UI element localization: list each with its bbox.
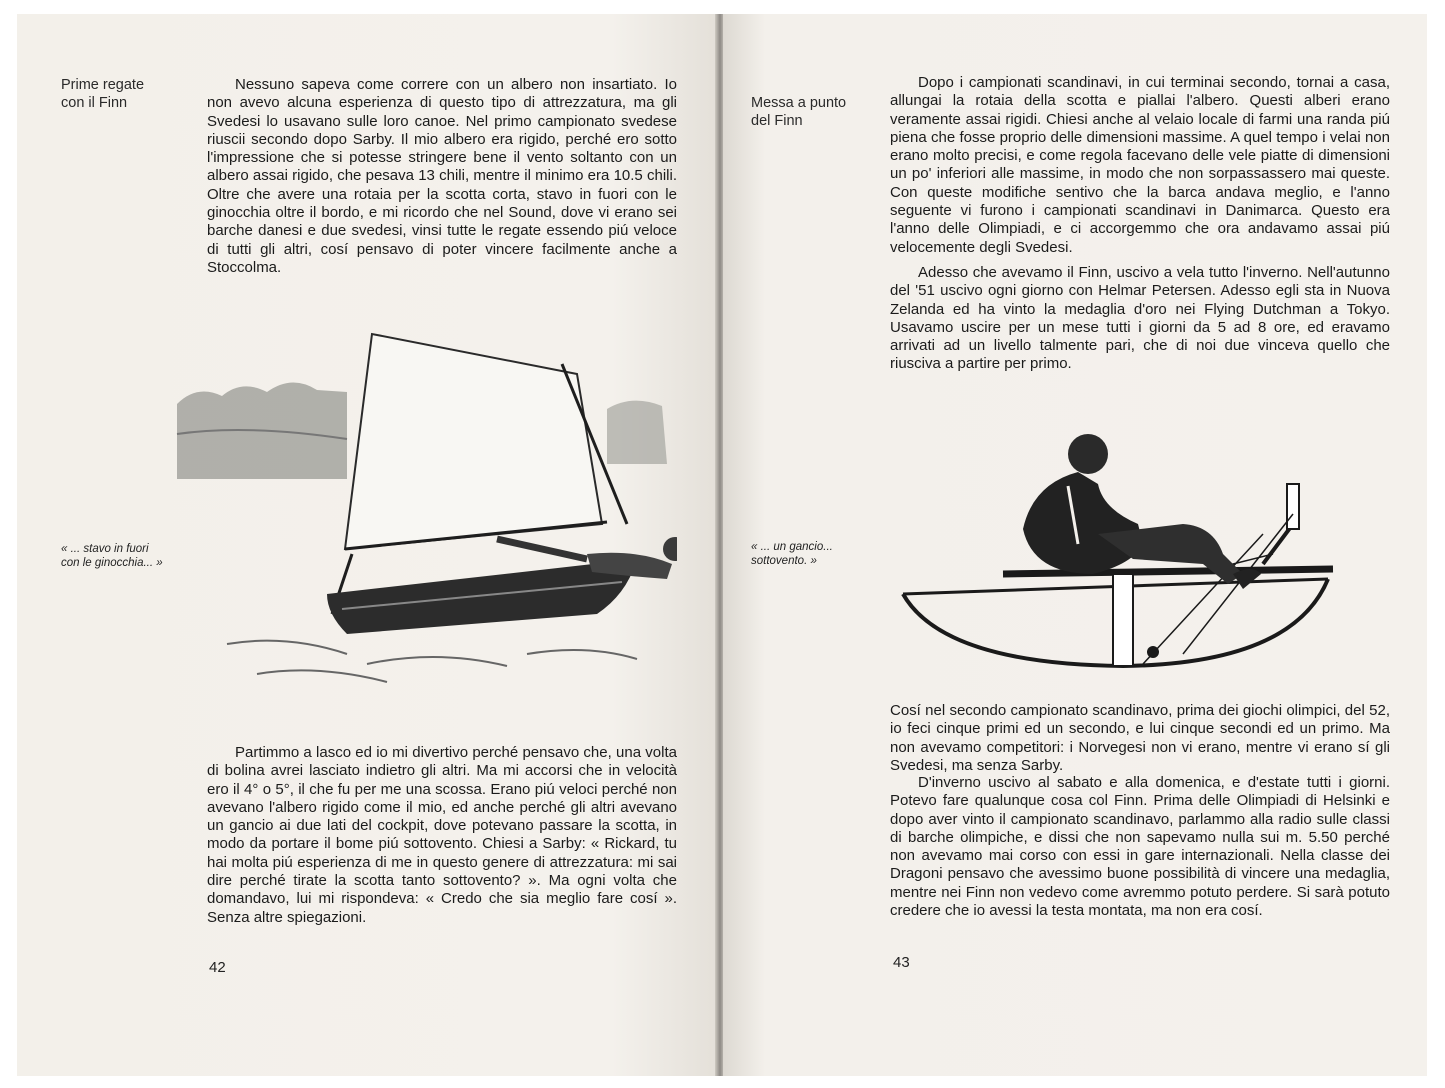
margin-note-line: Messa a punto (751, 95, 847, 111)
figure-caption-left (61, 542, 163, 570)
paragraph-text: Dopo i campionati scandinavi, in cui terminai secondo, tornai a casa, allungai la rotaia della scotta e piallai l'albero. Questi alberi erano veramente assai rigidi. Chiesi anche al velaio locale di farmi una randa piú piena che fosse proprio delle dimensioni massime. A quel tempo i velai non erano molto precisi, e come regola facevano delle vele piatte di dimensioni un po' inferiori alle massime, in modo che non sorpassassero mai queste. Con queste modifiche sentivo che la barca andava meglio, e l'anno seguente vi furono i campionati scandinavi in Danimarca. Questo era l'anno delle Olimpiadi, e ci accorgemmo che ora andavamo assai piú velocemente degli Svedesi. (890, 74, 1390, 256)
sailing-dinghy-illustration (167, 314, 677, 694)
margin-note-line: con il Finn (61, 95, 128, 111)
paragraph (207, 744, 677, 927)
paragraph-text: Partimmo a lasco ed io mi divertivo perché pensavo che, una volta di bolina avrei lasciato indietro gli altri. Ma mi accorsi che in velocità ero il 4° o 5°, il che fu per me una scossa. Erano piú veloci perché non avevano l'albero rigido come il mio, ed anche perché gli altri avevano un gancio ai due lati del cockpit, dove potevano passare la scotta, in modo da portare il bome piú sottovento. Chiesi a Sarby: « Rickard, tu hai molta piú esperienza di me in questo genere di attrezzatura: mi sai dire perché tirate la scotta tanto sottovento? ». Ma ogni volta che domandavo, lui mi rispondeva: « Credo che sia meglio fare cosí ». Senza altre spiegazioni. (207, 744, 677, 926)
open-book (17, 14, 1427, 1076)
paragraph-text: Nessuno sapeva come correre con un albero non insartiato. Io non avevo alcuna esperienza di questo tipo di attrezzatura, ma gli Svedesi lo usavano sulle loro canoe. Nel primo campionato svedese riuscii secondo dopo Sarby. Il mio albero era rigido, perché ero sotto l'impressione che si potesse stringere bene il vento soltanto con un albero assai rigido, che pesava 13 chili, mentre il minimo era 10.5 chili. Oltre che avere una rotaia per la scotta corta, stavo in fuori con le ginocchia oltre il bordo, e mi ricordo che nel Sound, dove vi erano sei barche danesi e due svedesi, vinsi tutte le regate essendo piú veloce di tutti gli altri, cosí pensavo di poter vincere facilmente anche a Stoccolma. (207, 76, 677, 276)
caption-line: con le ginocchia... » (61, 557, 163, 569)
paragraph (890, 264, 1390, 374)
right-page (723, 14, 1427, 1076)
margin-note-left (61, 76, 144, 112)
paragraph-text: Cosí nel secondo campionato scandinavo, prima dei giochi olimpici, del 52, io feci cinque primi ed un secondo, e lui cinque secondi ed un primo. Ma non avevamo competitori: i Norvegesi non vi erano, mentre vi erano sí gli Svedesi, ma senza Sarby. (890, 702, 1390, 774)
paragraph (890, 774, 1390, 920)
margin-note-line: Prime regate (61, 77, 145, 93)
margin-note-right (751, 94, 846, 130)
caption-line: sottovento. » (751, 555, 817, 567)
paragraph-text: Adesso che avevamo il Finn, uscivo a vela tutto l'inverno. Nell'autunno del '51 uscivo ogni giorno con Helmar Petersen. Adesso egli sta in Nuova Zelanda ed ha vinto la medaglia d'oro nei Flying Dutchman a Tokyo. Usavamo uscire per un mese tutti i giorni da 5 ad 8 ore, ed eravamo arrivati ad un livello talmente pari, che di noi due vinceva quello che riusciva a partire per primo. (890, 264, 1390, 373)
page-number-left: 42 (209, 959, 226, 976)
paragraph-text: D'inverno uscivo al sabato e alla domenica, e d'estate tutti i giorni. Potevo fare qualunque cosa col Finn. Prima delle Olimpiadi di Helsinki e dopo aver vinto il campionato scandinavo, parlammo alla radio sulle classi di barche olimpiche, e dissi che non sapevamo nulla sui m. 5.50 perché non avevamo mai corso con essi in gare internazionali. Nella classe dei Dragoni pensavo che avessimo buone possibilità di vincere una medaglia, mentre nei Finn non vedevo come avremmo potuto perdere. Si sarà potuto credere che io avessi la testa montata, ma non era cosí. (890, 774, 1390, 920)
margin-note-line: del Finn (751, 113, 803, 129)
finn-hiking-diagram (883, 414, 1353, 684)
page-number-right: 43 (893, 954, 910, 971)
paragraph (890, 702, 1390, 775)
caption-line: « ... un gancio... (751, 541, 833, 553)
caption-line: « ... stavo in fuori (61, 543, 149, 555)
left-page (17, 14, 717, 1076)
paragraph (890, 74, 1390, 257)
figure-caption-right (751, 540, 833, 568)
paragraph (207, 76, 677, 277)
